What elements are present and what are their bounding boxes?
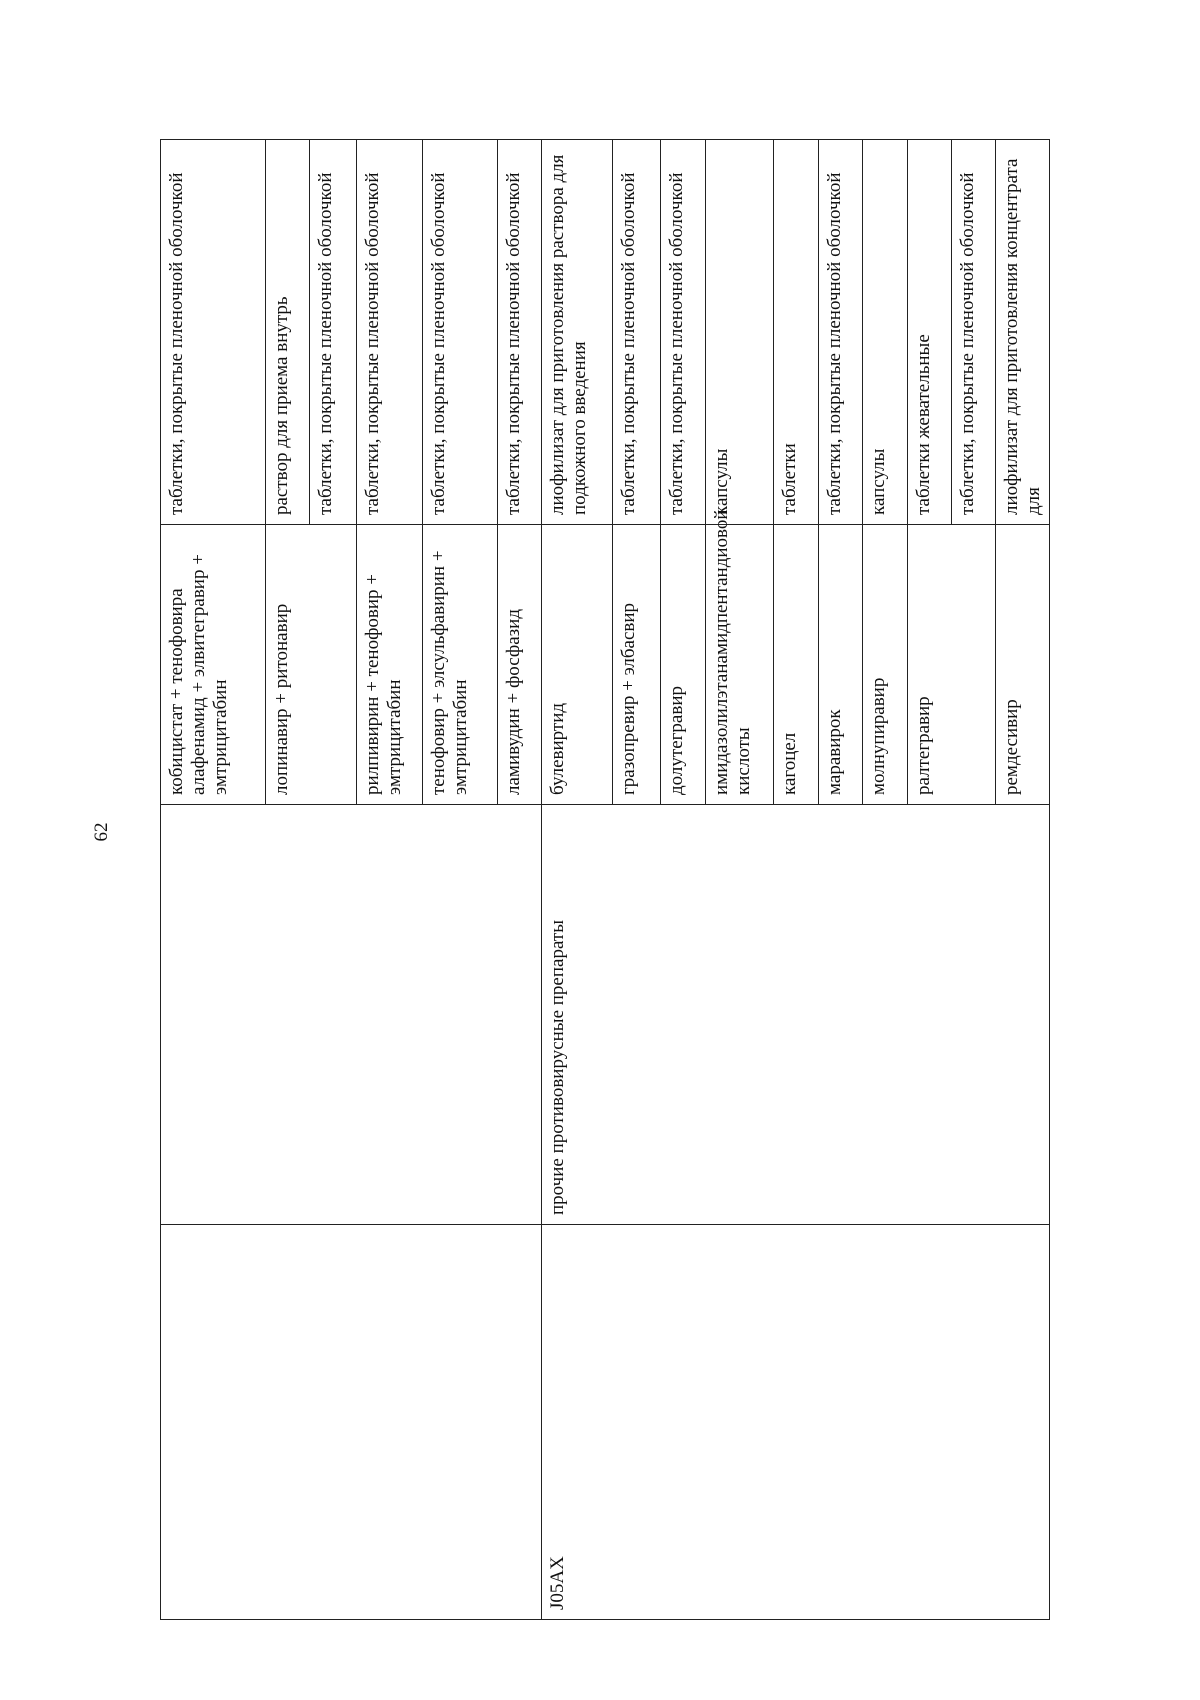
dosage-form-cell: таблетки, покрытые пленочной оболочкой: [498, 140, 542, 525]
table-row: [161, 140, 266, 1620]
dosage-form-cell: таблетки, покрытые пленочной оболочкой: [613, 140, 661, 525]
dosage-form-cell: лиофилизат для приготовления раствора для подкожного введения: [542, 140, 613, 525]
group-name-cell: прочие противовирусные препараты: [542, 805, 1050, 1225]
drug-name-cell: ремдесивир: [996, 525, 1050, 805]
drug-name-cell: булевиртид: [542, 525, 613, 805]
drug-name-cell: имидазолилэтанамидпентандиовой кислоты: [705, 525, 774, 805]
drug-name-cell: лопинавир + ритонавир: [265, 525, 356, 805]
drug-name-cell: гразопревир + элбасвир: [613, 525, 661, 805]
table-row: [542, 140, 613, 1620]
dosage-form-cell: таблетки, покрытые пленочной оболочкой: [356, 140, 423, 525]
dosage-form-cell: таблетки, покрытые пленочной оболочкой: [161, 140, 266, 525]
rotated-table-wrapper: [160, 140, 1050, 1620]
page-number: 62: [91, 822, 112, 842]
drug-name-cell: тенофовир + элсульфавирин + эмтрицитабин: [423, 525, 498, 805]
dosage-form-cell: капсулы: [863, 140, 907, 525]
dosage-form-cell: таблетки, покрытые пленочной оболочкой: [661, 140, 705, 525]
drug-name-cell: маравирок: [818, 525, 862, 805]
atc-code-cell-empty: [161, 1225, 542, 1620]
dosage-form-cell: таблетки: [774, 140, 818, 525]
drug-name-cell: кагоцел: [774, 525, 818, 805]
dosage-form-cell: таблетки, покрытые пленочной оболочкой: [952, 140, 996, 525]
drug-table: [160, 139, 1050, 1620]
drug-name-cell: ламивудин + фосфазид: [498, 525, 542, 805]
drug-name-cell: молнупиравир: [863, 525, 907, 805]
atc-code-cell: J05AX: [542, 1225, 1050, 1620]
dosage-form-cell: таблетки, покрытые пленочной оболочкой: [818, 140, 862, 525]
dosage-form-cell: капсулы: [705, 140, 774, 525]
dosage-form-cell: лиофилизат для приготовления концентрата для: [996, 140, 1050, 525]
drug-name-cell: ралтегравир: [907, 525, 996, 805]
dosage-form-cell: раствор для приема внутрь: [265, 140, 309, 525]
group-name-cell-empty: [161, 805, 542, 1225]
dosage-form-cell: таблетки, покрытые пленочной оболочкой: [423, 140, 498, 525]
drug-name-cell: кобицистат + тенофовира алафенамид + элвитегравир + эмтрицитабин: [161, 525, 266, 805]
drug-name-cell: долутегравир: [661, 525, 705, 805]
drug-name-cell: рилпивирин + тенофовир + эмтрицитабин: [356, 525, 423, 805]
dosage-form-cell: таблетки, покрытые пленочной оболочкой: [310, 140, 356, 525]
dosage-form-cell: таблетки жевательные: [907, 140, 951, 525]
